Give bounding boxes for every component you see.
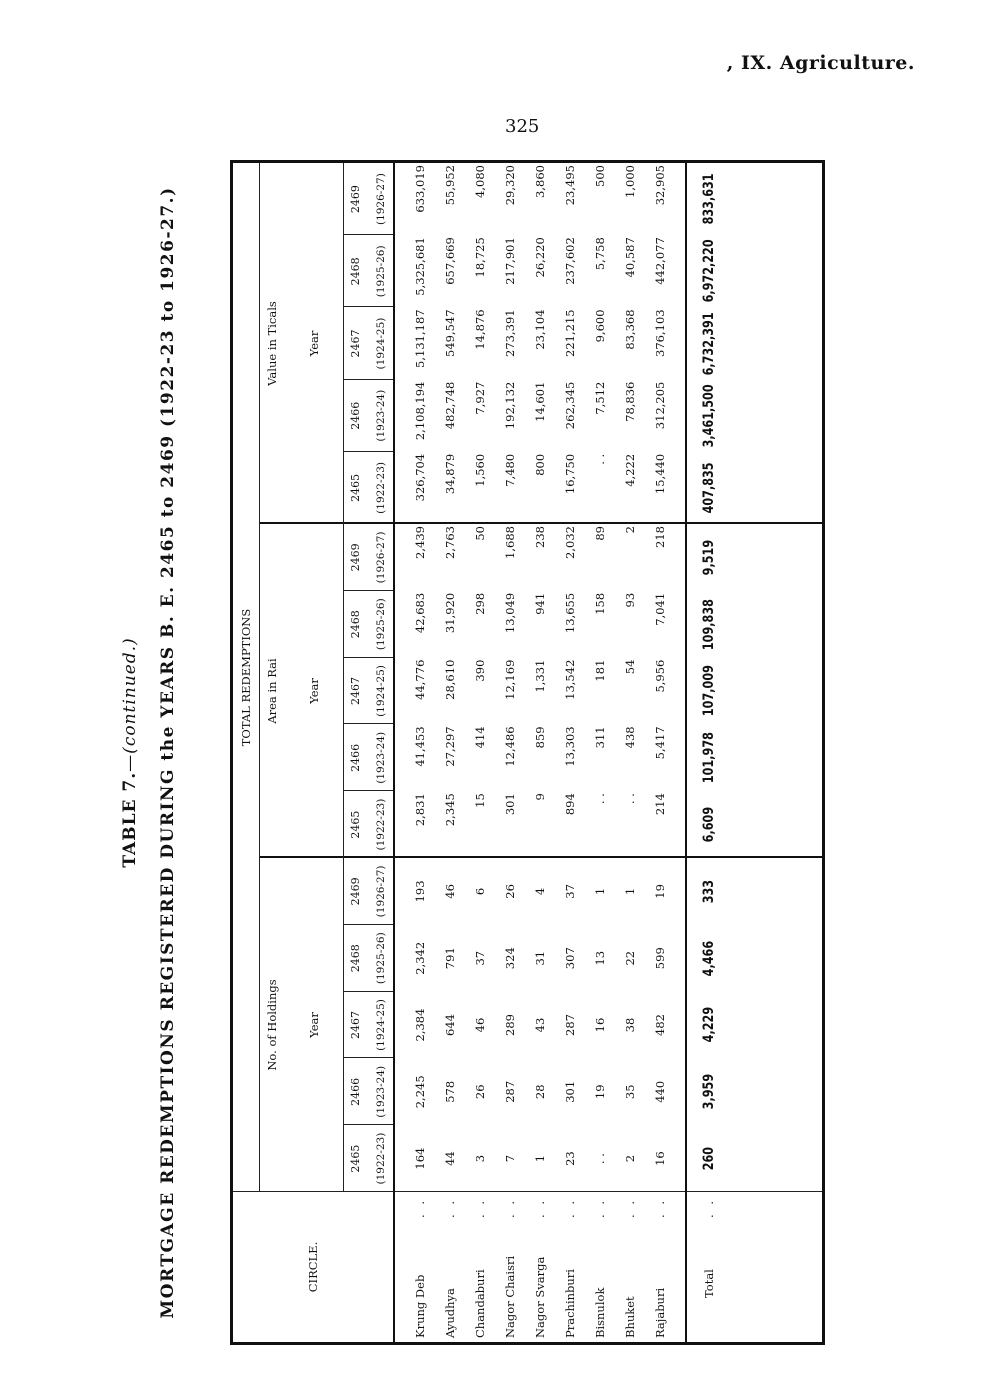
data-cell-area: 28,610	[443, 659, 457, 700]
total-cell-area: 101,978	[701, 732, 717, 784]
circle-name: Prachinburi	[563, 1269, 577, 1338]
data-cell-holdings: 1	[593, 887, 607, 896]
row-circle-label	[615, 1192, 645, 1342]
circle-name: Krung Deb	[413, 1274, 427, 1338]
data-cell-holdings: 6	[473, 887, 487, 896]
total-cell-holdings: 333	[701, 879, 717, 904]
data-cell-value: 326,704	[413, 453, 427, 502]
data-cell-value: 14,876	[473, 309, 487, 350]
period-cell: (1925-26)	[374, 598, 387, 651]
data-cell-area: 13,303	[563, 726, 577, 767]
data-cell-holdings: 599	[653, 947, 667, 970]
period-cell: (1923-24)	[374, 389, 387, 442]
year-cell: 2469	[349, 185, 362, 214]
data-cell-area: 5,417	[653, 726, 667, 760]
data-cell-holdings: 4	[533, 887, 547, 896]
redemptions-table	[230, 160, 825, 1345]
data-cell-area: 1,331	[533, 659, 547, 693]
data-cell-area: 1,688	[503, 526, 517, 559]
data-cell-value: 4,080	[473, 165, 487, 198]
data-cell-holdings: 35	[623, 1084, 637, 1100]
data-cell-holdings: 578	[443, 1080, 457, 1103]
data-cell-area: 2,032	[563, 526, 577, 559]
data-cell-area: 41,453	[413, 726, 427, 767]
data-cell-area: 27,297	[443, 726, 457, 767]
year-header-area: Year	[307, 678, 321, 704]
data-cell-value: 16,750	[563, 453, 577, 495]
total-cell-area: 6,609	[701, 806, 717, 843]
data-cell-holdings: 2,384	[413, 1008, 427, 1042]
data-cell-holdings: 324	[503, 947, 517, 970]
data-cell-value: 376,103	[653, 309, 667, 357]
total-cell-holdings: 4,466	[701, 940, 717, 976]
section-header: , IX. Agriculture.	[726, 52, 915, 74]
total-cell-value: 6,972,220	[701, 239, 717, 303]
data-cell-value: 15,440	[653, 453, 667, 495]
data-cell-area: 2,439	[413, 526, 427, 559]
data-cell-area: 13,049	[503, 592, 517, 634]
circle-name: Chandaburi	[473, 1269, 487, 1338]
data-cell-holdings: . .	[593, 1153, 607, 1165]
data-cell-holdings: 22	[623, 950, 637, 966]
data-cell-value: 83,368	[623, 309, 637, 350]
year-cell: 2467	[349, 329, 362, 358]
data-cell-value: 800	[533, 453, 547, 476]
data-cell-area: 311	[593, 726, 607, 749]
circle-name: Nagor Chaisri	[503, 1255, 517, 1338]
data-cell-holdings: 287	[503, 1080, 517, 1103]
total-name: Total	[702, 1269, 716, 1298]
data-cell-value: 40,587	[623, 237, 637, 278]
period-cell: (1923-24)	[374, 731, 387, 784]
data-cell-holdings: 193	[413, 880, 427, 903]
data-cell-holdings: 791	[443, 947, 457, 970]
data-cell-value: 78,836	[623, 381, 637, 422]
data-cell-holdings: 289	[503, 1014, 517, 1036]
data-cell-value: 7,512	[593, 381, 607, 415]
year-column-line	[343, 379, 393, 380]
period-cell: (1926-27)	[374, 173, 387, 226]
data-cell-area: 12,486	[503, 726, 517, 767]
total-cell-area: 9,519	[701, 539, 717, 576]
leader-dots: . .	[702, 1198, 716, 1218]
data-cell-area: 42,683	[413, 592, 427, 634]
year-cell: 2468	[349, 610, 362, 639]
data-cell-area: 298	[473, 592, 487, 615]
data-cell-value: 7,927	[473, 381, 487, 415]
data-cell-area: . .	[593, 793, 607, 805]
year-cell: 2465	[349, 1144, 362, 1173]
year-column-line	[343, 657, 393, 658]
data-cell-value: 23,104	[533, 309, 547, 350]
data-cell-holdings: 16	[593, 1017, 607, 1033]
row-circle-label	[645, 1192, 675, 1342]
data-cell-holdings: 46	[443, 884, 457, 899]
data-cell-area: 13,655	[563, 592, 577, 634]
year-column-line	[343, 790, 393, 791]
data-cell-holdings: 38	[623, 1017, 637, 1033]
data-cell-area: 9	[533, 793, 547, 801]
circle-header: CIRCLE.	[306, 1241, 320, 1293]
data-cell-value: 34,879	[443, 453, 457, 495]
data-cell-value: 482,748	[443, 381, 457, 430]
data-cell-area: 859	[533, 726, 547, 749]
data-cell-value: 273,391	[503, 309, 517, 357]
data-cell-holdings: 16	[653, 1151, 667, 1166]
data-cell-holdings: 43	[533, 1017, 547, 1033]
data-cell-holdings: 13	[593, 950, 607, 966]
data-cell-value: 1,560	[473, 453, 487, 487]
data-cell-value: 3,860	[533, 165, 547, 198]
total-cell-area: 109,838	[701, 598, 717, 650]
circle-name: Nagor Svarga	[533, 1256, 547, 1338]
group-header-area: Area in Rai	[265, 658, 279, 724]
total-cell-value: 833,631	[701, 173, 717, 225]
leader-dots: . .	[503, 1198, 517, 1218]
data-cell-value: 4,222	[623, 453, 637, 487]
circle-name: Bhuket	[623, 1296, 637, 1338]
data-cell-holdings: 26	[473, 1084, 487, 1100]
period-cell: (1926-27)	[374, 531, 387, 584]
data-cell-value: 5,325,681	[413, 237, 427, 296]
total-cell-value: 6,732,391	[701, 311, 717, 376]
data-cell-area: 218	[653, 526, 667, 548]
year-header-value: Year	[307, 330, 321, 357]
table-title	[120, 160, 140, 1345]
group-header-holdings: No. of Holdings	[265, 979, 279, 1071]
data-cell-value: 237,602	[563, 237, 577, 285]
year-cell: 2469	[349, 543, 362, 572]
data-cell-area: 54	[623, 659, 637, 675]
year-column-line	[343, 234, 393, 235]
circle-divider	[233, 1191, 822, 1192]
period-cell: (1926-27)	[374, 865, 387, 918]
data-cell-holdings: 28	[533, 1084, 547, 1100]
year-column-line	[343, 1057, 393, 1058]
data-cell-value: 7,480	[503, 453, 517, 487]
data-cell-area: 89	[593, 526, 607, 541]
data-cell-value: 1,000	[623, 165, 637, 198]
data-cell-area: 214	[653, 793, 667, 816]
data-cell-area: 941	[533, 592, 547, 615]
year-cell: 2469	[349, 877, 362, 906]
data-cell-holdings: 2,342	[413, 941, 427, 975]
data-cell-area: 2,345	[443, 793, 457, 827]
leader-dots: . .	[443, 1198, 457, 1218]
data-cell-area: 2,763	[443, 526, 457, 559]
data-cell-value: 26,220	[533, 237, 547, 278]
data-cell-value: 442,077	[653, 237, 667, 285]
row-circle-label	[405, 1192, 435, 1342]
leader-dots: . .	[623, 1198, 637, 1218]
leader-dots: . .	[593, 1198, 607, 1218]
data-cell-value: 221,215	[563, 309, 577, 357]
year-cell: 2466	[349, 401, 362, 430]
data-cell-value: 55,952	[443, 165, 457, 206]
data-cell-value: 633,019	[413, 165, 427, 213]
data-cell-area: 93	[623, 592, 637, 608]
year-column-line	[343, 723, 393, 724]
data-cell-area: 390	[473, 659, 487, 682]
data-cell-area: 50	[473, 526, 487, 541]
table-title-block	[120, 160, 230, 1345]
year-column-line	[343, 1124, 393, 1125]
data-cell-holdings: 2	[623, 1154, 637, 1163]
period-cell: (1924-25)	[374, 317, 387, 370]
row-circle-label	[525, 1192, 555, 1342]
data-cell-holdings: 7	[503, 1154, 517, 1163]
data-cell-holdings: 3	[473, 1154, 487, 1163]
year-column-line	[343, 306, 393, 307]
group-header-line	[259, 163, 260, 1192]
data-cell-holdings: 1	[623, 887, 637, 896]
table-title-main: TABLE 7.	[120, 771, 140, 868]
row-circle-label	[495, 1192, 525, 1342]
data-cell-value: 2,108,194	[413, 381, 427, 441]
data-cell-value: 5,758	[593, 237, 607, 271]
data-cell-area: . .	[623, 793, 637, 805]
year-cell: 2466	[349, 743, 362, 772]
year-header-holdings: Year	[307, 1012, 321, 1038]
data-cell-holdings: 1	[533, 1154, 547, 1163]
circle-name: Bisnulok	[593, 1287, 607, 1338]
row-circle-label	[585, 1192, 615, 1342]
data-cell-area: 181	[593, 659, 607, 682]
data-cell-area: 238	[533, 526, 547, 548]
data-cell-area: 438	[623, 726, 637, 749]
data-cell-value: 657,669	[443, 237, 457, 285]
row-circle-label	[465, 1192, 495, 1342]
table-title-continued: —(continued.)	[120, 637, 140, 772]
data-cell-holdings: 26	[503, 884, 517, 899]
period-cell: (1923-24)	[374, 1065, 387, 1118]
year-cell: 2465	[349, 473, 362, 502]
page-number: 325	[505, 116, 540, 137]
data-cell-holdings: 164	[413, 1147, 427, 1170]
data-cell-area: 2,831	[413, 793, 427, 827]
total-cell-holdings: 260	[701, 1146, 717, 1171]
total-top-line	[685, 163, 687, 1342]
table-subtitle: MORTGAGE REDEMPTIONS REGISTERED DURING the YEARS B. E. 2465 to 2469 (1922-23 to 1926-27.)	[158, 186, 178, 1319]
data-cell-holdings: 31	[533, 950, 547, 966]
year-cell: 2467	[349, 677, 362, 706]
row-circle-label	[555, 1192, 585, 1342]
data-cell-area: 5,956	[653, 659, 667, 693]
year-cell: 2468	[349, 944, 362, 973]
data-cell-area: 15	[473, 793, 487, 808]
data-cell-value: 29,320	[503, 165, 517, 206]
leader-dots: . .	[413, 1198, 427, 1218]
group-header-value: Value in Ticals	[265, 301, 279, 386]
data-cell-area: 7,041	[653, 592, 667, 626]
rotated-table-block	[120, 160, 830, 1345]
year-header-line	[343, 163, 344, 1192]
leader-dots: . .	[563, 1198, 577, 1218]
data-cell-area: 44,776	[413, 659, 427, 700]
data-cell-value: . .	[593, 453, 607, 465]
data-cell-holdings: 37	[563, 884, 577, 899]
data-cell-value: 262,345	[563, 381, 577, 430]
data-cell-value: 549,547	[443, 309, 457, 357]
period-cell: (1924-25)	[374, 665, 387, 717]
data-cell-area: 158	[593, 592, 607, 615]
leader-dots: . .	[533, 1198, 547, 1218]
row-circle-label	[435, 1192, 465, 1342]
data-cell-holdings: 287	[563, 1014, 577, 1036]
period-cell: (1922-23)	[374, 462, 387, 514]
data-cell-holdings: 19	[653, 884, 667, 899]
data-cell-value: 32,905	[653, 165, 667, 206]
data-cell-area: 13,542	[563, 659, 577, 700]
data-cell-area: 414	[473, 726, 487, 749]
year-column-line	[343, 590, 393, 591]
data-cell-value: 500	[593, 165, 607, 187]
data-cell-holdings: 37	[473, 950, 487, 966]
total-cell-holdings: 3,959	[701, 1074, 717, 1110]
data-cell-holdings: 19	[593, 1084, 607, 1100]
data-cell-value: 5,131,187	[413, 309, 427, 368]
year-cell: 2466	[349, 1077, 362, 1106]
data-cell-holdings: 482	[653, 1014, 667, 1036]
period-cell: (1925-26)	[374, 932, 387, 985]
data-cell-area: 12,169	[503, 659, 517, 700]
year-cell: 2468	[349, 257, 362, 286]
period-cell: (1924-25)	[374, 999, 387, 1051]
year-column-line	[343, 991, 393, 992]
data-cell-area: 894	[563, 793, 577, 816]
data-cell-value: 9,600	[593, 309, 607, 343]
year-column-line	[343, 451, 393, 452]
circle-name: Ayudhya	[443, 1288, 457, 1338]
total-label	[687, 1192, 731, 1342]
data-cell-holdings: 301	[563, 1080, 577, 1103]
total-redemptions-header: TOTAL REDEMPTIONS	[239, 608, 253, 747]
data-cell-value: 217,901	[503, 237, 517, 285]
data-cell-holdings: 307	[563, 947, 577, 970]
data-cell-holdings: 644	[443, 1014, 457, 1036]
data-cell-holdings: 23	[563, 1151, 577, 1166]
leader-dots: . .	[473, 1198, 487, 1218]
data-cell-holdings: 440	[653, 1080, 667, 1103]
circle-name: Rajaburi	[653, 1287, 667, 1338]
total-cell-value: 407,835	[701, 462, 717, 514]
period-cell: (1922-23)	[374, 1132, 387, 1185]
data-cell-value: 23,495	[563, 165, 577, 206]
data-cell-holdings: 46	[473, 1017, 487, 1033]
leader-dots: . .	[653, 1198, 667, 1218]
data-cell-value: 192,132	[503, 381, 517, 430]
period-cell: (1925-26)	[374, 245, 387, 298]
data-cell-value: 312,205	[653, 381, 667, 430]
data-cell-value: 18,725	[473, 237, 487, 278]
data-cell-area: 301	[503, 793, 517, 816]
data-cell-holdings: 2,245	[413, 1075, 427, 1109]
period-cell: (1922-23)	[374, 798, 387, 851]
year-cell: 2467	[349, 1011, 362, 1040]
year-column-line	[343, 924, 393, 925]
data-cell-area: 31,920	[443, 592, 457, 634]
total-cell-holdings: 4,229	[701, 1007, 717, 1043]
total-cell-value: 3,461,500	[701, 384, 717, 448]
header-bottom-line	[393, 163, 395, 1342]
year-cell: 2465	[349, 810, 362, 839]
data-cell-area: 2	[623, 526, 637, 534]
total-cell-area: 107,009	[701, 665, 717, 717]
data-cell-value: 14,601	[533, 381, 547, 422]
data-cell-holdings: 44	[443, 1151, 457, 1166]
